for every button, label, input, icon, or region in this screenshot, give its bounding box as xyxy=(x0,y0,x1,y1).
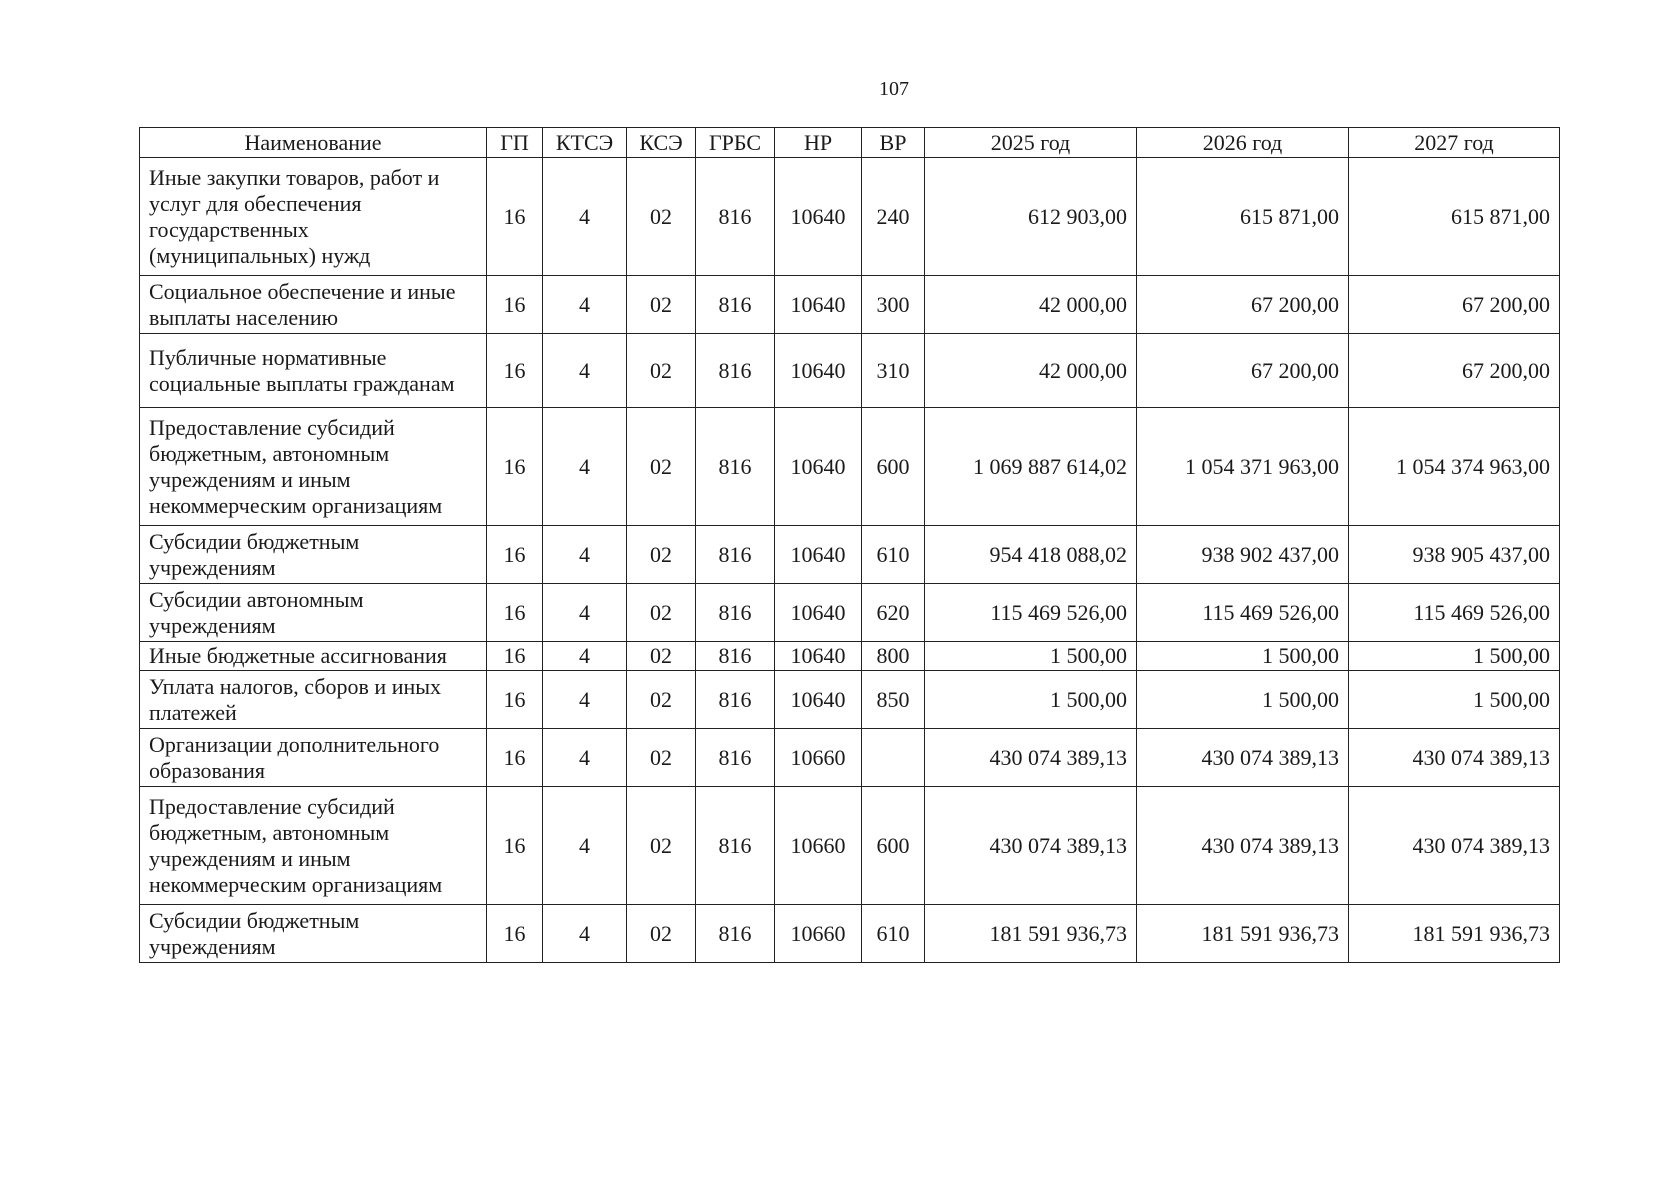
row-vr-cell: 800 xyxy=(862,642,925,671)
row-ktse-cell: 4 xyxy=(543,642,627,671)
row-name-cell: Субсидии бюджетным учреждениям xyxy=(140,905,487,963)
row-2027-cell: 67 200,00 xyxy=(1349,334,1560,408)
row-ktse-cell: 4 xyxy=(543,408,627,526)
row-2025-cell: 42 000,00 xyxy=(925,334,1137,408)
row-2025-cell: 430 074 389,13 xyxy=(925,787,1137,905)
row-name-cell: Предоставление субсидий бюджетным, автономным учреждениям и иным некоммерческим организациям xyxy=(140,787,487,905)
row-gp-cell: 16 xyxy=(487,729,543,787)
row-grbs-cell: 816 xyxy=(696,642,775,671)
row-name-cell: Уплата налогов, сборов и иных платежей xyxy=(140,671,487,729)
row-kse-cell: 02 xyxy=(627,334,696,408)
row-kse-cell: 02 xyxy=(627,729,696,787)
row-2027-cell: 1 500,00 xyxy=(1349,671,1560,729)
row-vr-cell: 600 xyxy=(862,408,925,526)
row-gp-cell: 16 xyxy=(487,671,543,729)
row-kse-cell: 02 xyxy=(627,787,696,905)
row-grbs-cell: 816 xyxy=(696,787,775,905)
row-2026-cell: 67 200,00 xyxy=(1137,276,1349,334)
table-row xyxy=(140,671,1560,729)
table-body xyxy=(140,158,1560,963)
header-ktse: КТСЭ xyxy=(543,128,627,158)
row-2026-cell: 615 871,00 xyxy=(1137,158,1349,276)
table-row xyxy=(140,584,1560,642)
row-2026-cell: 1 054 371 963,00 xyxy=(1137,408,1349,526)
row-grbs-cell: 816 xyxy=(696,276,775,334)
table-row xyxy=(140,729,1560,787)
row-2027-cell: 615 871,00 xyxy=(1349,158,1560,276)
row-ktse-cell: 4 xyxy=(543,584,627,642)
header-kse: КСЭ xyxy=(627,128,696,158)
row-ktse-cell: 4 xyxy=(543,526,627,584)
header-name: Наименование xyxy=(140,128,487,158)
header-gp: ГП xyxy=(487,128,543,158)
row-name-cell: Субсидии автономным учреждениям xyxy=(140,584,487,642)
row-kse-cell: 02 xyxy=(627,671,696,729)
row-2027-cell: 115 469 526,00 xyxy=(1349,584,1560,642)
row-2027-cell: 181 591 936,73 xyxy=(1349,905,1560,963)
row-vr-cell: 850 xyxy=(862,671,925,729)
row-ktse-cell: 4 xyxy=(543,905,627,963)
row-grbs-cell: 816 xyxy=(696,334,775,408)
row-vr-cell: 610 xyxy=(862,905,925,963)
row-grbs-cell: 816 xyxy=(696,905,775,963)
row-kse-cell: 02 xyxy=(627,642,696,671)
header-vr: ВР xyxy=(862,128,925,158)
row-vr-cell: 610 xyxy=(862,526,925,584)
row-vr-cell xyxy=(862,729,925,787)
row-2025-cell: 612 903,00 xyxy=(925,158,1137,276)
table-row xyxy=(140,334,1560,408)
row-grbs-cell: 816 xyxy=(696,158,775,276)
row-nr-cell: 10640 xyxy=(775,671,862,729)
row-name-cell: Иные закупки товаров, работ и услуг для обеспечения государственных (муниципальных) нужд xyxy=(140,158,487,276)
row-2025-cell: 1 500,00 xyxy=(925,642,1137,671)
row-vr-cell: 240 xyxy=(862,158,925,276)
header-2026: 2026 год xyxy=(1137,128,1349,158)
row-gp-cell: 16 xyxy=(487,408,543,526)
row-ktse-cell: 4 xyxy=(543,158,627,276)
row-nr-cell: 10660 xyxy=(775,787,862,905)
row-2026-cell: 938 902 437,00 xyxy=(1137,526,1349,584)
row-2027-cell: 430 074 389,13 xyxy=(1349,729,1560,787)
row-grbs-cell: 816 xyxy=(696,408,775,526)
row-2025-cell: 430 074 389,13 xyxy=(925,729,1137,787)
row-gp-cell: 16 xyxy=(487,158,543,276)
row-name-cell: Публичные нормативные социальные выплаты гражданам xyxy=(140,334,487,408)
row-2026-cell: 430 074 389,13 xyxy=(1137,729,1349,787)
row-kse-cell: 02 xyxy=(627,276,696,334)
table-header-row xyxy=(140,128,1560,158)
table-row xyxy=(140,642,1560,671)
row-gp-cell: 16 xyxy=(487,526,543,584)
row-gp-cell: 16 xyxy=(487,642,543,671)
row-nr-cell: 10640 xyxy=(775,158,862,276)
row-2026-cell: 181 591 936,73 xyxy=(1137,905,1349,963)
row-2026-cell: 1 500,00 xyxy=(1137,642,1349,671)
table-row xyxy=(140,787,1560,905)
row-ktse-cell: 4 xyxy=(543,787,627,905)
row-2027-cell: 430 074 389,13 xyxy=(1349,787,1560,905)
row-kse-cell: 02 xyxy=(627,584,696,642)
row-ktse-cell: 4 xyxy=(543,276,627,334)
row-grbs-cell: 816 xyxy=(696,526,775,584)
table-row xyxy=(140,408,1560,526)
row-ktse-cell: 4 xyxy=(543,334,627,408)
row-grbs-cell: 816 xyxy=(696,671,775,729)
row-kse-cell: 02 xyxy=(627,408,696,526)
row-gp-cell: 16 xyxy=(487,584,543,642)
row-nr-cell: 10640 xyxy=(775,334,862,408)
row-gp-cell: 16 xyxy=(487,276,543,334)
row-2026-cell: 67 200,00 xyxy=(1137,334,1349,408)
row-nr-cell: 10640 xyxy=(775,526,862,584)
row-2025-cell: 115 469 526,00 xyxy=(925,584,1137,642)
row-2026-cell: 1 500,00 xyxy=(1137,671,1349,729)
row-kse-cell: 02 xyxy=(627,158,696,276)
row-2025-cell: 1 500,00 xyxy=(925,671,1137,729)
row-nr-cell: 10640 xyxy=(775,642,862,671)
row-nr-cell: 10640 xyxy=(775,584,862,642)
row-gp-cell: 16 xyxy=(487,334,543,408)
row-2026-cell: 430 074 389,13 xyxy=(1137,787,1349,905)
table-row xyxy=(140,526,1560,584)
row-2025-cell: 42 000,00 xyxy=(925,276,1137,334)
row-vr-cell: 620 xyxy=(862,584,925,642)
page-number: 107 xyxy=(879,78,909,100)
row-ktse-cell: 4 xyxy=(543,729,627,787)
row-2025-cell: 954 418 088,02 xyxy=(925,526,1137,584)
row-name-cell: Субсидии бюджетным учреждениям xyxy=(140,526,487,584)
row-2027-cell: 938 905 437,00 xyxy=(1349,526,1560,584)
row-vr-cell: 300 xyxy=(862,276,925,334)
row-name-cell: Иные бюджетные ассигнования xyxy=(140,642,487,671)
table-row xyxy=(140,276,1560,334)
row-vr-cell: 600 xyxy=(862,787,925,905)
row-kse-cell: 02 xyxy=(627,526,696,584)
row-gp-cell: 16 xyxy=(487,905,543,963)
row-nr-cell: 10660 xyxy=(775,729,862,787)
header-2027: 2027 год xyxy=(1349,128,1560,158)
header-2025: 2025 год xyxy=(925,128,1137,158)
row-2027-cell: 67 200,00 xyxy=(1349,276,1560,334)
row-grbs-cell: 816 xyxy=(696,584,775,642)
budget-table xyxy=(139,127,1560,963)
row-2027-cell: 1 500,00 xyxy=(1349,642,1560,671)
row-grbs-cell: 816 xyxy=(696,729,775,787)
row-vr-cell: 310 xyxy=(862,334,925,408)
row-ktse-cell: 4 xyxy=(543,671,627,729)
row-2025-cell: 181 591 936,73 xyxy=(925,905,1137,963)
row-nr-cell: 10640 xyxy=(775,276,862,334)
row-name-cell: Организации дополнительного образования xyxy=(140,729,487,787)
row-kse-cell: 02 xyxy=(627,905,696,963)
table-row xyxy=(140,905,1560,963)
table-row xyxy=(140,158,1560,276)
row-nr-cell: 10640 xyxy=(775,408,862,526)
header-grbs: ГРБС xyxy=(696,128,775,158)
row-2025-cell: 1 069 887 614,02 xyxy=(925,408,1137,526)
row-name-cell: Социальное обеспечение и иные выплаты населению xyxy=(140,276,487,334)
header-nr: НР xyxy=(775,128,862,158)
row-name-cell: Предоставление субсидий бюджетным, автономным учреждениям и иным некоммерческим организациям xyxy=(140,408,487,526)
row-nr-cell: 10660 xyxy=(775,905,862,963)
row-2027-cell: 1 054 374 963,00 xyxy=(1349,408,1560,526)
row-gp-cell: 16 xyxy=(487,787,543,905)
row-2026-cell: 115 469 526,00 xyxy=(1137,584,1349,642)
